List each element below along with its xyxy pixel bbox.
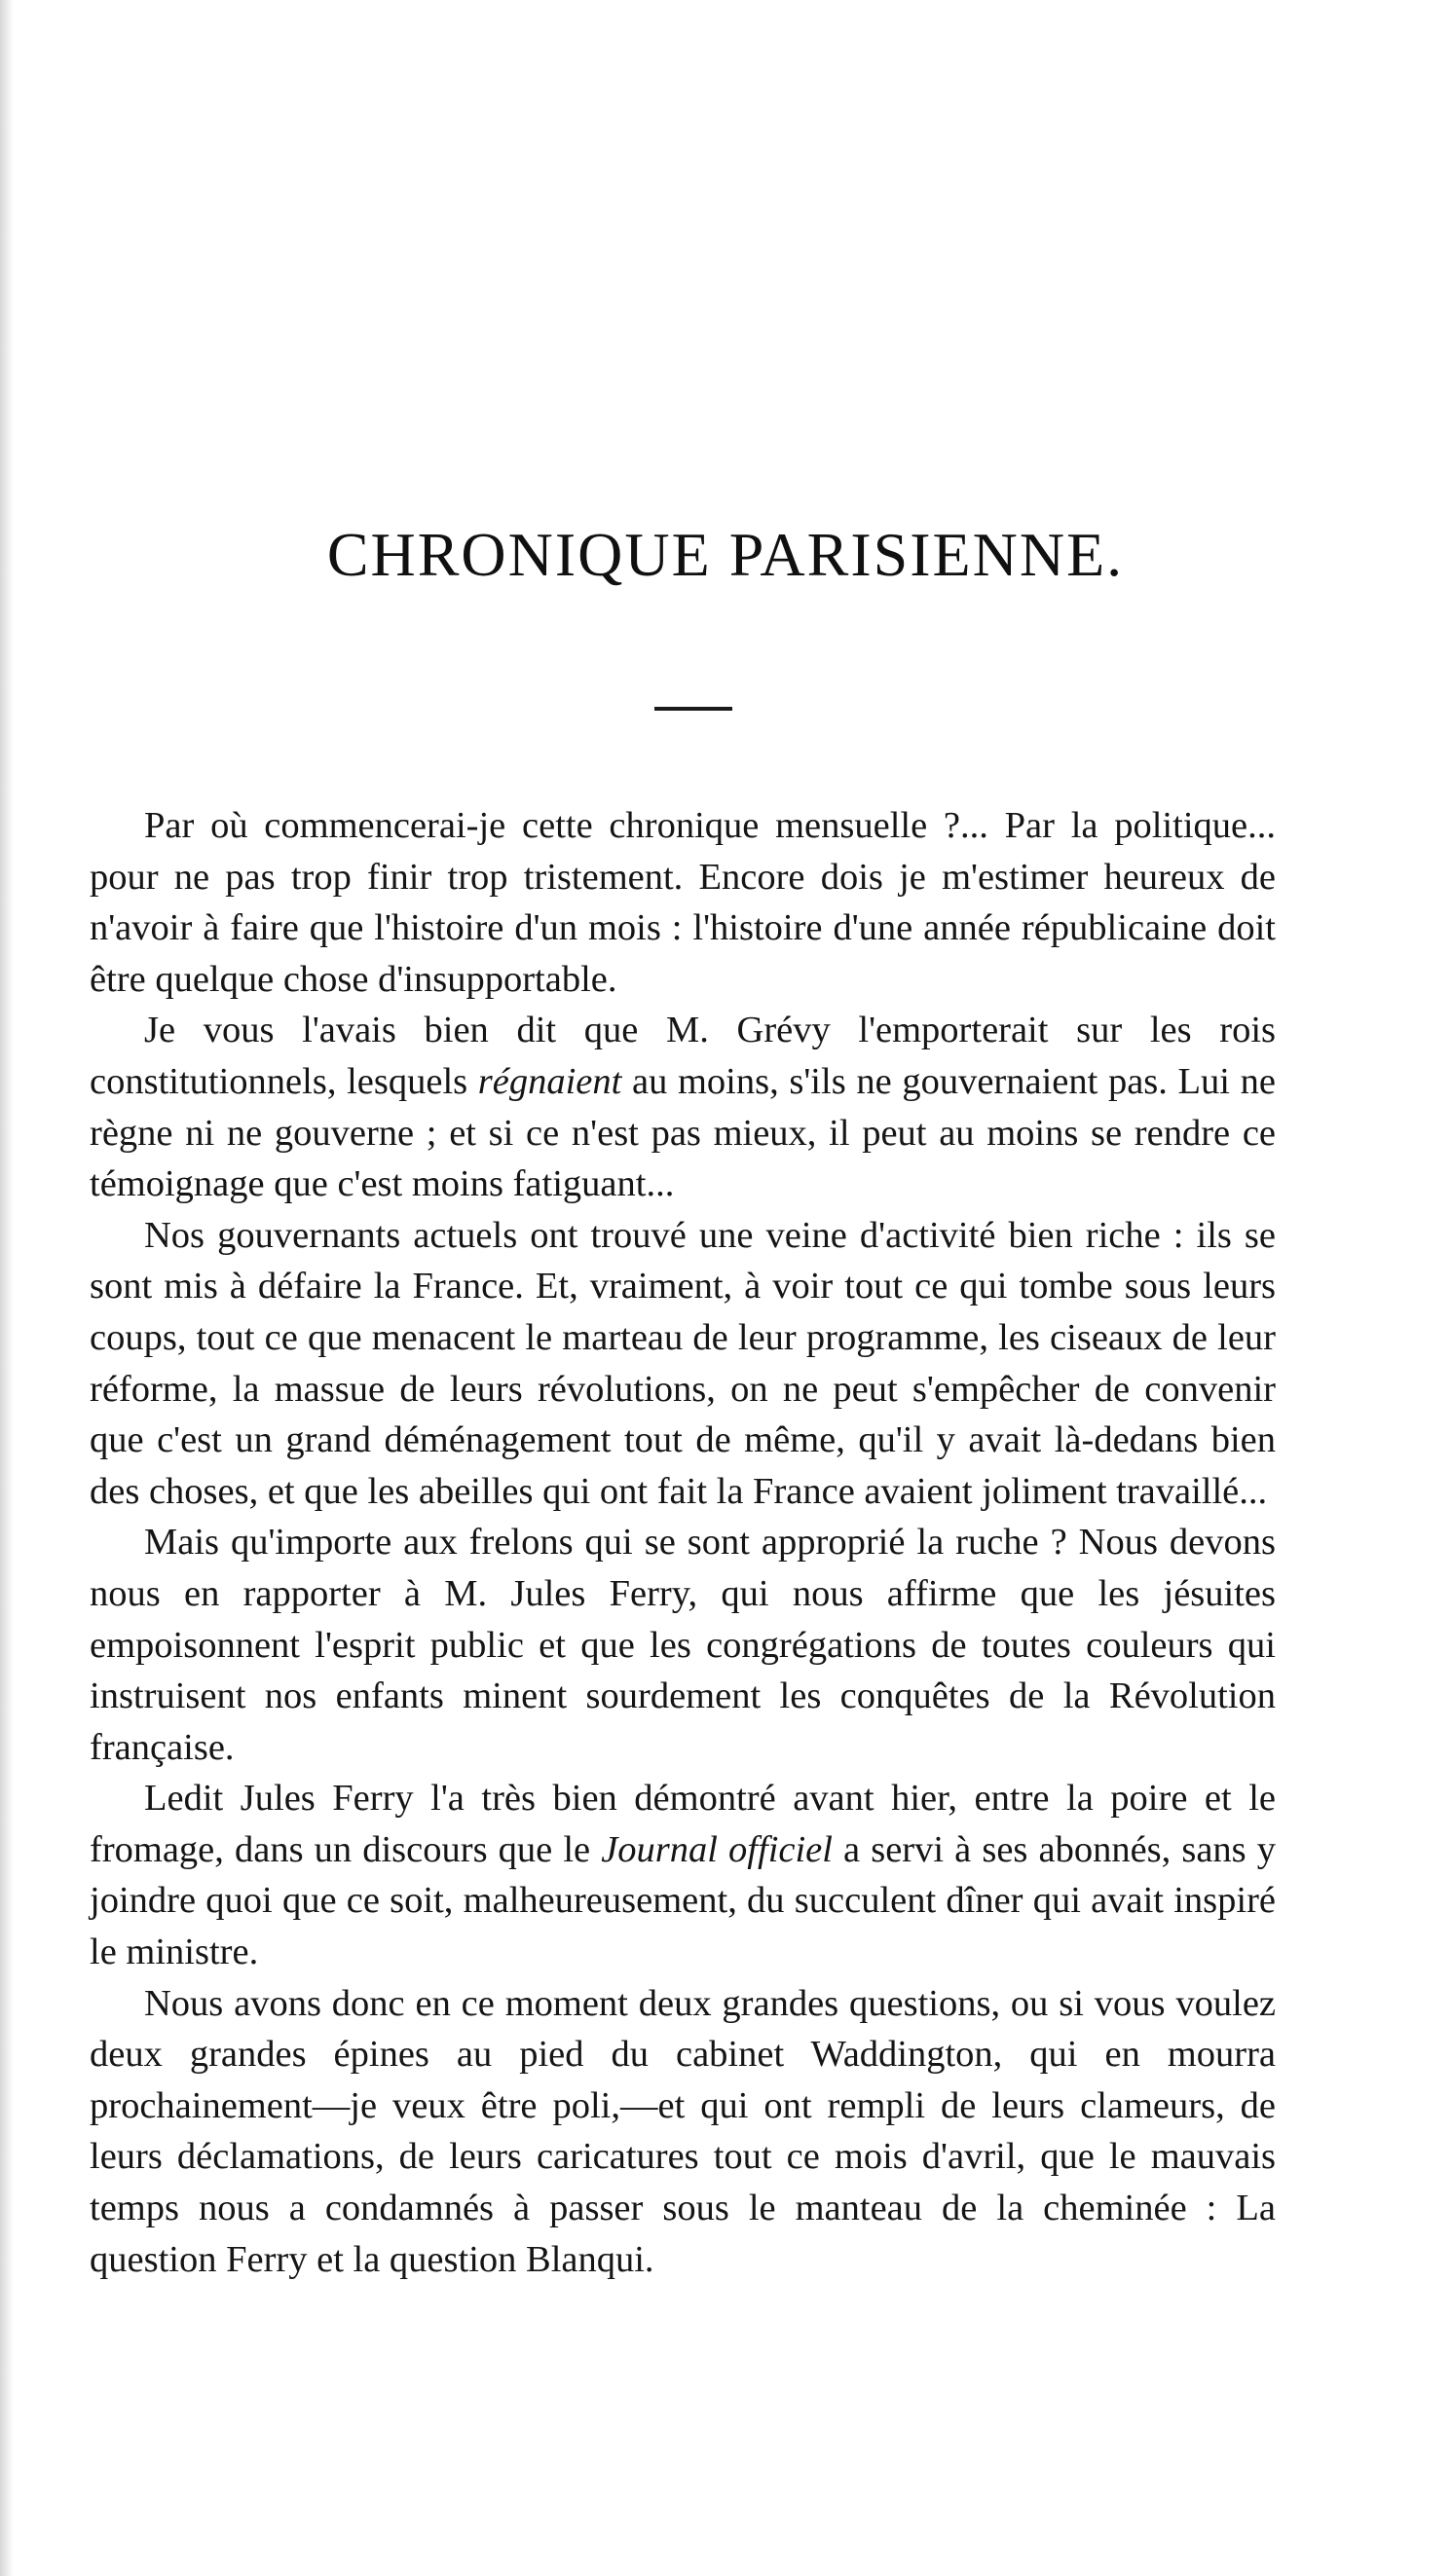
paragraph-text: Mais qu'importe aux frelons qui se sont approprié la ruche ? Nous devons nous en rapporter à M. Jules Ferry, qui nous affirme que les jésuites empoisonnent l'esprit public et que les congrégations de toutes couleurs qui instruisent nos enfants minent sourdement les conquêtes de la Révolution française. xyxy=(90,1522,1276,1768)
paragraph xyxy=(90,1773,1276,1977)
paragraph-text: Nous avons donc en ce moment deux grandes questions, ou si vous voulez deux grandes épines au pied du cabinet Waddington, qui en mourra prochainement—je veux être poli,—et qui ont rempli de leurs clameurs, de leurs déclamations, de leurs caricatures tout ce mois d'avril, que le mauvais temps nous a condamnés à passer sous le manteau de la cheminée : La question Ferry et la question Blanqui. xyxy=(90,1982,1276,2280)
paragraph-text: Je vous l'avais bien dit que M. Grévy l'emporterait sur les rois constitutionnels, lesquels xyxy=(90,1010,1276,1102)
italic-phrase: Journal officiel xyxy=(601,1828,833,1870)
paragraph-text: Nos gouvernants actuels ont trouvé une veine d'activité bien riche : ils se sont mis à défaire la France. Et, vraiment, à voir tout ce qui tombe sous leurs coups, tout ce que menacent le marteau de leur programme, les ciseaux de leur réforme, la massue de leurs révolutions, on ne peut s'empêcher de convenir que c'est un grand déménagement tout de même, qu'il y avait là-dedans bien des choses, et que les abeilles qui ont fait la France avaient joliment travaillé... xyxy=(90,1214,1276,1512)
paragraph-text: au moins, s'ils ne gouvernaient pas. Lui ne règne ni ne gouverne ; et si ce n'est pas mieux, il peut au moins se rendre ce témoignage que c'est moins fatiguant... xyxy=(90,1060,1276,1205)
paragraph-text: Ledit Jules Ferry l'a très bien démontré avant hier, entre la poire et le fromage, dans un discours que le xyxy=(90,1778,1276,1870)
page-title: CHRONIQUE PARISIENNE. xyxy=(326,520,1125,589)
paragraph xyxy=(90,1005,1276,1209)
paragraph xyxy=(90,1210,1276,1518)
page-binding-edge xyxy=(0,0,14,2576)
paragraph-text: a servi à ses abonnés, sans y joindre quoi que ce soit, malheureusement, du succulent dîner qui avait inspiré le ministre. xyxy=(90,1828,1276,1973)
paragraph-text: Par où commencerai-je cette chronique mensuelle ?... Par la politique... pour ne pas trop finir trop tristement. Encore dois je m'estimer heureux de n'avoir à faire que l'histoire d'un mois : l'histoire d'une année républicaine doit être quelque chose d'insupportable. xyxy=(90,805,1276,1000)
paragraph xyxy=(90,1517,1276,1773)
article-body xyxy=(90,800,1276,2285)
title-divider-rule xyxy=(654,707,732,711)
paragraph xyxy=(90,800,1276,1005)
italic-phrase: régnaient xyxy=(477,1060,622,1102)
paragraph xyxy=(90,1978,1276,2286)
